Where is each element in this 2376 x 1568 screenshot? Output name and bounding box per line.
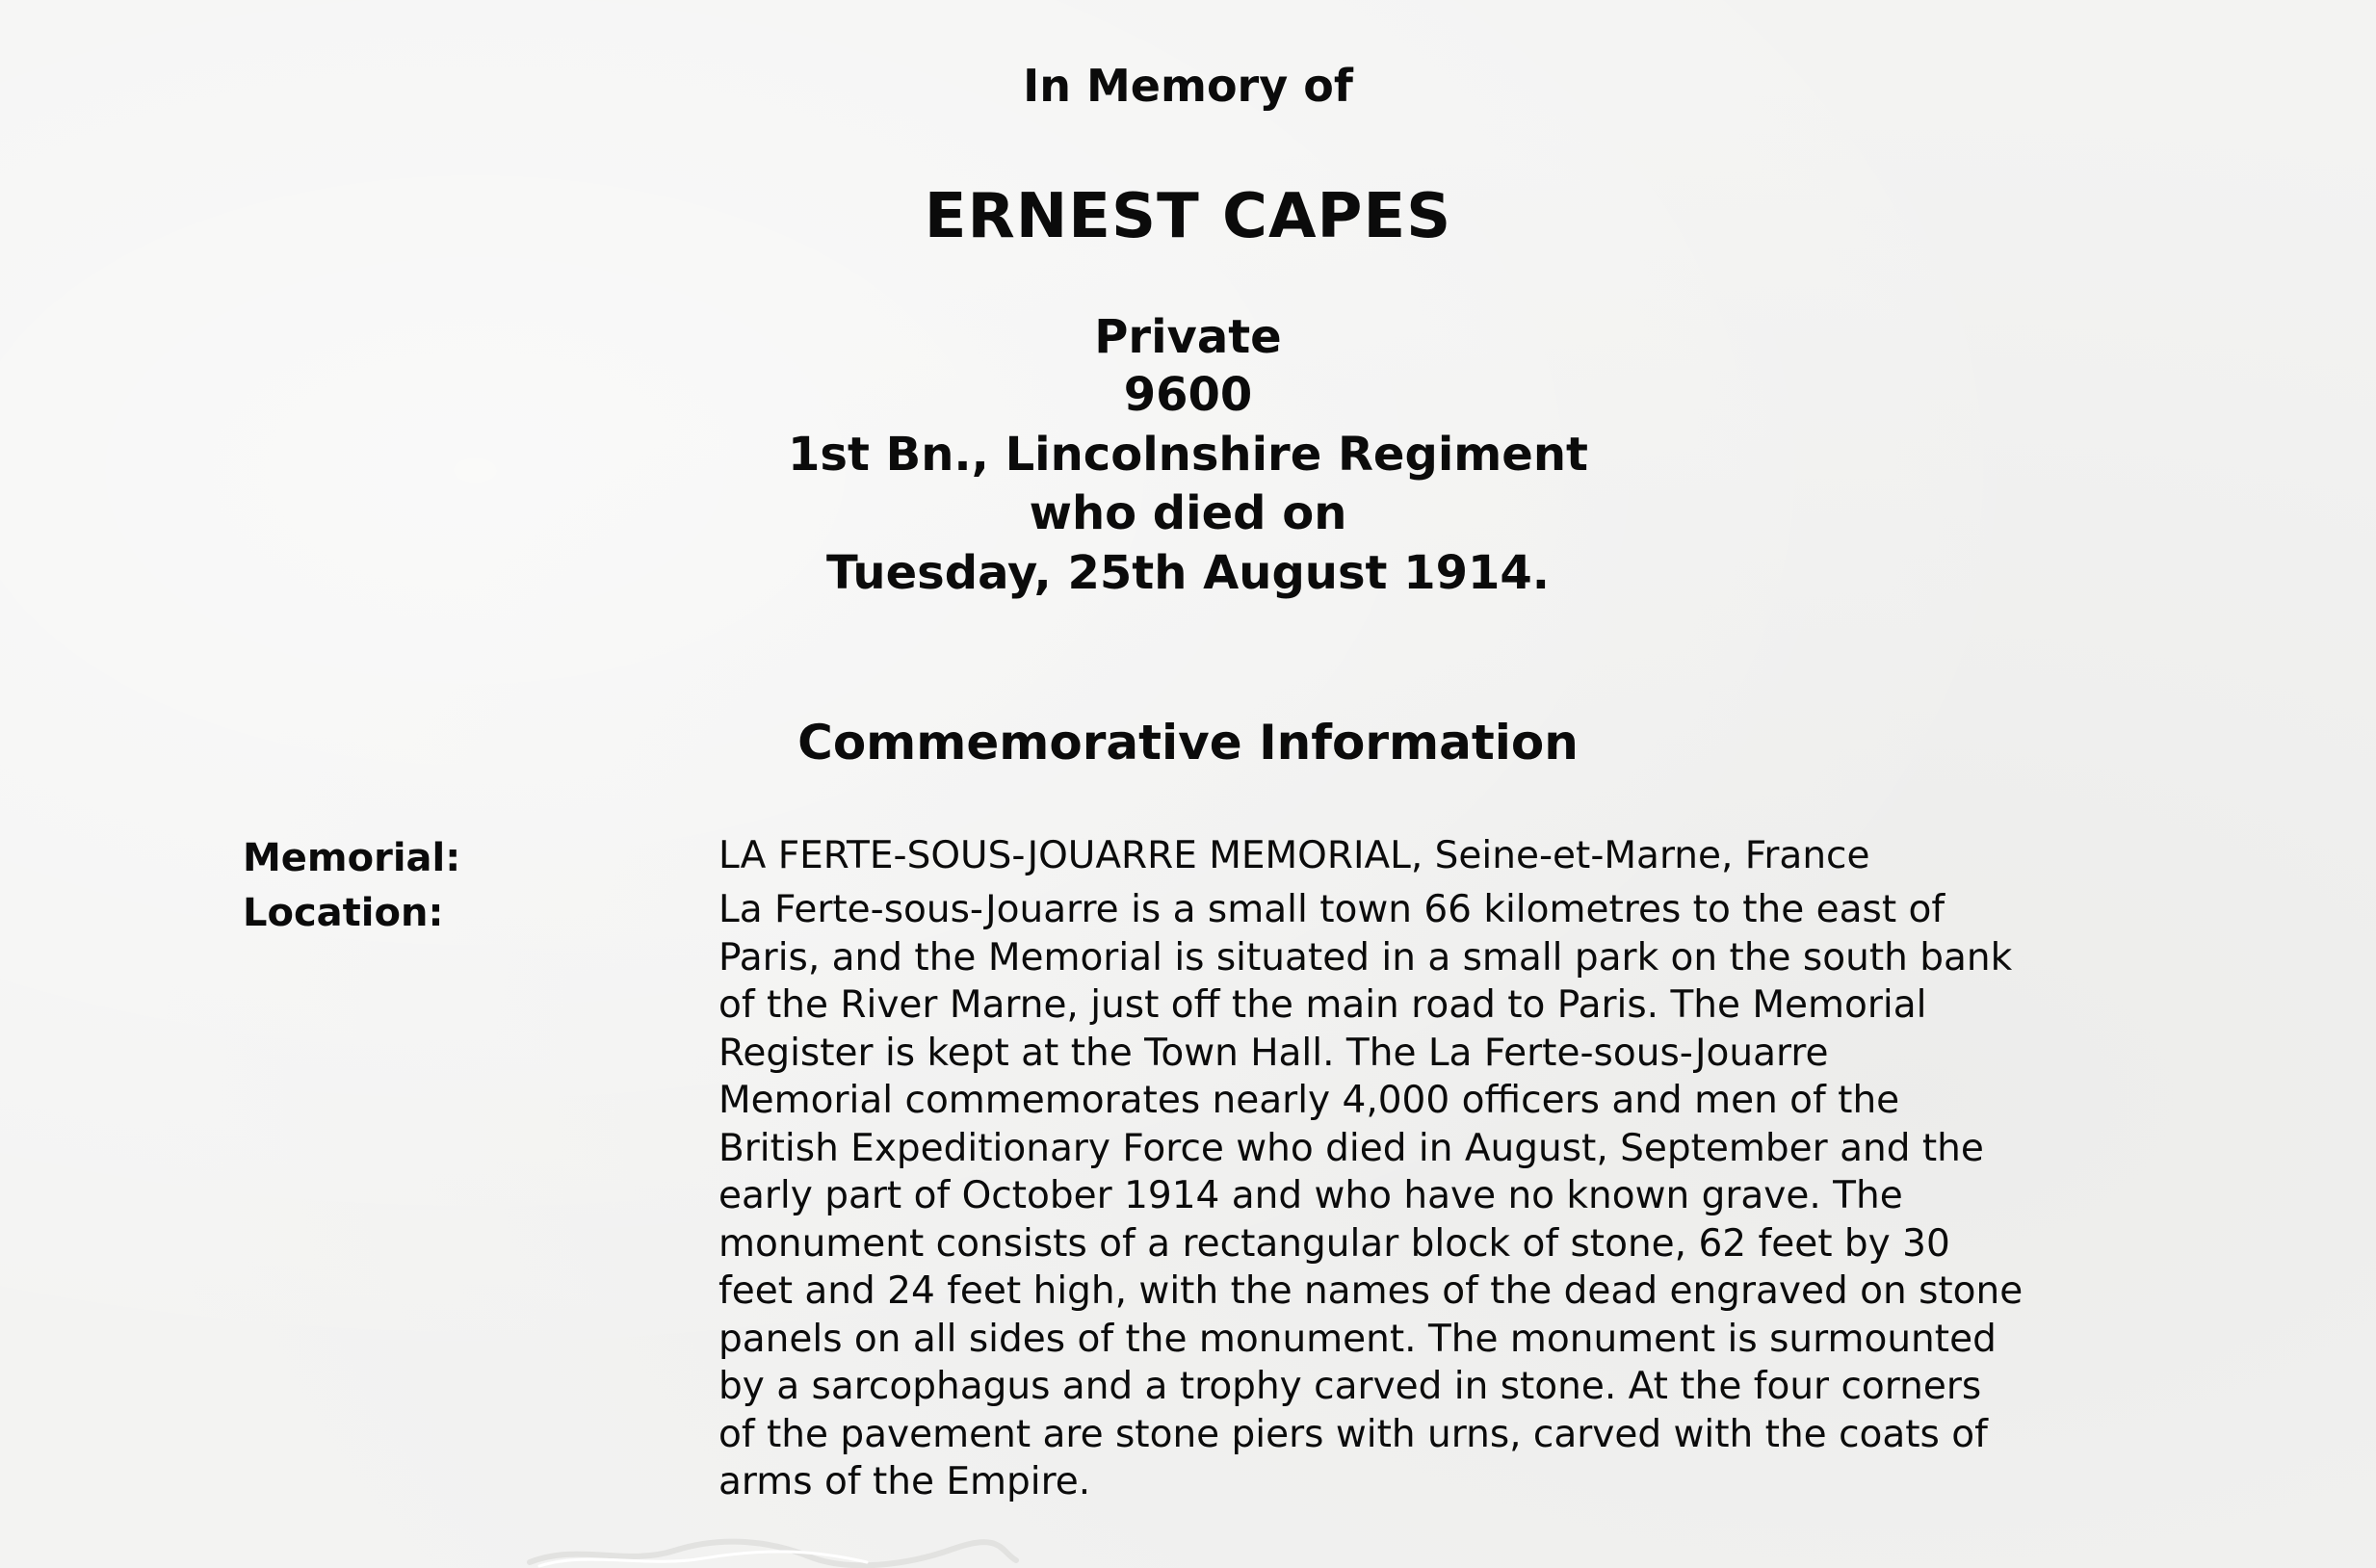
in-memory-heading: In Memory of bbox=[1023, 60, 1353, 112]
location-line: of the pavement are stone piers with urns, carved with the coats of bbox=[718, 1412, 1988, 1456]
commemorative-info-title: Commemorative Information bbox=[797, 715, 1579, 771]
location-description bbox=[718, 886, 2154, 1506]
location-line: feet and 24 feet high, with the names of the dead engraved on stone bbox=[718, 1269, 2024, 1313]
location-line: Memorial commemorates nearly 4,000 officers and men of the bbox=[718, 1079, 1900, 1122]
died-on-text: who died on bbox=[1029, 486, 1347, 540]
location-label: Location: bbox=[243, 891, 444, 935]
service-number: 9600 bbox=[1123, 368, 1253, 422]
location-line: British Expeditionary Force who died in August, September and the bbox=[718, 1126, 1984, 1170]
memorial-label: Memorial: bbox=[243, 836, 461, 880]
soldier-unit: 1st Bn., Lincolnshire Regiment bbox=[788, 428, 1588, 482]
soldier-rank: Private bbox=[1094, 310, 1282, 364]
soldier-name: ERNEST CAPES bbox=[924, 181, 1452, 252]
location-line: monument consists of a rectangular block of stone, 62 feet by 30 bbox=[718, 1221, 1950, 1266]
location-line: of the River Marne, just off the main road to Paris. The Memorial bbox=[718, 983, 1927, 1027]
date-of-death: Tuesday, 25th August 1914. bbox=[825, 546, 1551, 600]
location-line: Register is kept at the Town Hall. The La Ferte-sous-Jouarre bbox=[718, 1031, 1829, 1075]
embossed-mark bbox=[520, 1533, 1021, 1568]
location-line: by a sarcophagus and a trophy carved in stone. At the four corners bbox=[718, 1365, 1982, 1408]
location-line: arms of the Empire. bbox=[718, 1460, 1091, 1503]
location-line: early part of October 1914 and who have no known grave. The bbox=[718, 1174, 1903, 1217]
location-line: Paris, and the Memorial is situated in a small park on the south bank bbox=[718, 935, 2013, 980]
location-line: La Ferte-sous-Jouarre is a small town 66 kilometres to the east of bbox=[718, 888, 1945, 931]
location-line: panels on all sides of the monument. The monument is surmounted bbox=[718, 1317, 1997, 1361]
memorial-value: LA FERTE-SOUS-JOUARRE MEMORIAL, Seine-et-Marne, France bbox=[718, 834, 1870, 877]
